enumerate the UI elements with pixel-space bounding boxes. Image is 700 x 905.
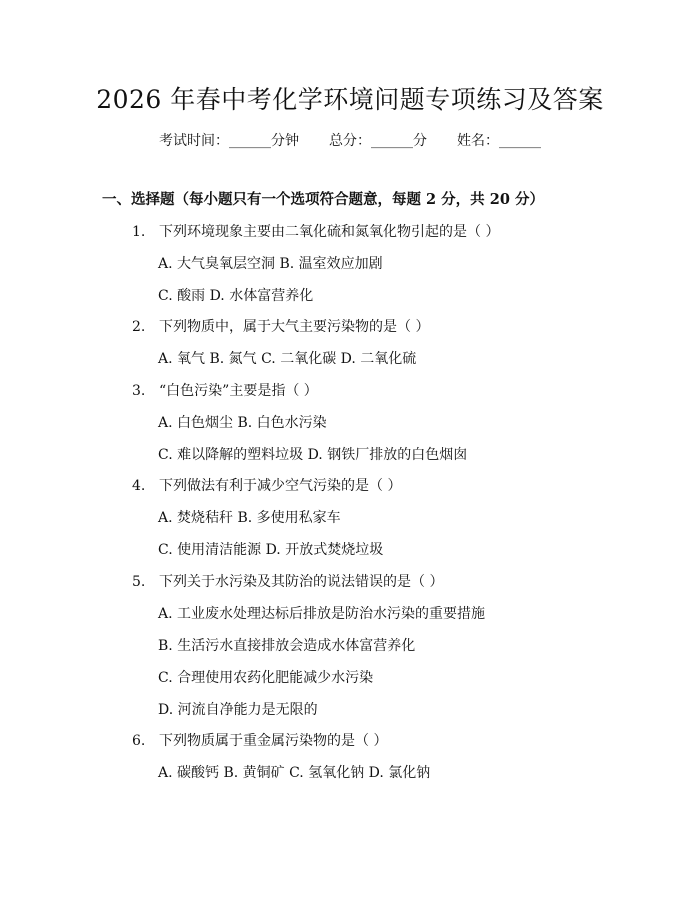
question-5 — [132, 572, 443, 592]
question-text: 下列物质属于重金属污染物的是（ ） — [159, 733, 388, 749]
score-blank: ______ — [371, 133, 413, 149]
question-number: 6. — [132, 733, 146, 749]
question-number: 3. — [132, 383, 146, 399]
question-3-options-ab: A. 白色烟尘 B. 白色水污染 — [158, 415, 327, 431]
question-5-option-c: C. 合理使用农药化肥能减少水污染 — [158, 670, 374, 686]
question-6-options: A. 碳酸钙 B. 黄铜矿 C. 氢氧化钠 D. 氯化钠 — [158, 765, 431, 781]
score-unit: 分 — [413, 133, 427, 149]
question-4-options-cd: C. 使用清洁能源 D. 开放式焚烧垃圾 — [158, 542, 384, 558]
question-text: 下列环境现象主要由二氧化硫和氮氧化物引起的是（ ） — [159, 224, 500, 240]
question-text: 下列做法有利于减少空气污染的是（ ） — [159, 478, 402, 494]
score-label: 总分： — [329, 133, 371, 149]
question-3 — [132, 381, 318, 401]
question-text: “白色污染”主要是指（ ） — [159, 383, 318, 399]
question-2 — [132, 317, 429, 337]
document-title: 2026 年春中考化学环境问题专项练习及答案 — [96, 85, 604, 114]
question-2-options: A. 氧气 B. 氮气 C. 二氧化碳 D. 二氧化硫 — [158, 351, 417, 367]
exam-meta — [0, 131, 700, 151]
name-blank: ______ — [499, 133, 541, 149]
name-label: 姓名： — [457, 133, 499, 149]
question-1-options-cd: C. 酸雨 D. 水体富营养化 — [158, 288, 314, 304]
question-number: 1. — [132, 224, 146, 240]
question-number: 5. — [132, 574, 146, 590]
section-heading: 一、选择题（每小题只有一个选项符合题意，每题 2 分，共 20 分） — [102, 191, 544, 208]
question-5-option-d: D. 河流自净能力是无限的 — [158, 702, 318, 718]
question-3-options-cd: C. 难以降解的塑料垃圾 D. 钢铁厂排放的白色烟囱 — [158, 447, 468, 463]
time-blank: ______ — [229, 133, 271, 149]
question-number: 2. — [132, 319, 146, 335]
question-number: 4. — [132, 478, 146, 494]
question-4 — [132, 476, 401, 496]
question-1 — [132, 222, 499, 242]
time-unit: 分钟 — [271, 133, 299, 149]
question-4-options-ab: A. 焚烧秸秆 B. 多使用私家车 — [158, 510, 341, 526]
time-label: 考试时间： — [159, 133, 229, 149]
question-5-option-a: A. 工业废水处理达标后排放是防治水污染的重要措施 — [158, 606, 486, 622]
question-1-options-ab: A. 大气臭氧层空洞 B. 温室效应加剧 — [158, 256, 383, 272]
question-6 — [132, 731, 387, 751]
question-text: 下列物质中，属于大气主要污染物的是（ ） — [159, 319, 430, 335]
question-text: 下列关于水污染及其防治的说法错误的是（ ） — [159, 574, 444, 590]
question-5-option-b: B. 生活污水直接排放会造成水体富营养化 — [158, 638, 416, 654]
